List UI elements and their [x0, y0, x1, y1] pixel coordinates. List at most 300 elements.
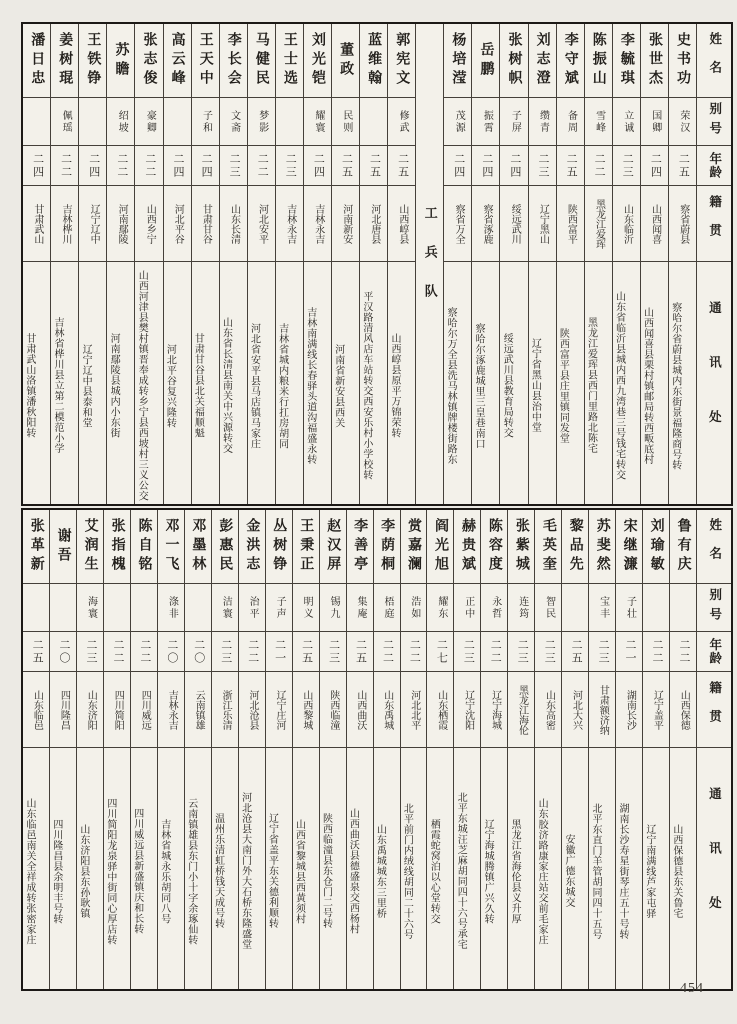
- person-column: [265, 510, 292, 989]
- person-name-cell-text: 陈容度: [486, 518, 502, 575]
- header-alias-cell-text: 别号: [707, 588, 722, 627]
- person-name-cell: [427, 510, 453, 584]
- person-alias-cell: [266, 584, 292, 632]
- person-age-cell-text: 二五: [340, 152, 353, 179]
- person-age-cell: [562, 632, 588, 672]
- person-origin-cell: [360, 186, 387, 262]
- person-alias-cell-text: 荣汉: [677, 109, 689, 134]
- person-column: [106, 24, 134, 504]
- person-name-cell: [239, 510, 265, 584]
- person-name-cell: [266, 510, 292, 584]
- person-alias-cell-text: 智民: [543, 595, 555, 620]
- person-age-cell-text: 二五: [396, 152, 409, 179]
- person-alias-cell-text: 子声: [274, 595, 286, 620]
- person-age-cell-text: 二五: [570, 638, 583, 665]
- person-alias-cell: [23, 584, 49, 632]
- person-address-cell: [158, 748, 184, 989]
- person-origin-cell-text: 甘肃甘谷: [200, 203, 212, 244]
- person-alias-cell-text: 子壮: [624, 595, 636, 620]
- person-name-cell: [508, 510, 534, 584]
- person-alias-cell: [347, 584, 373, 632]
- person-alias-cell: [220, 98, 247, 146]
- person-origin-cell-text: 山西乡宁: [144, 203, 156, 244]
- person-origin-cell-text: 山东禹城: [381, 689, 393, 730]
- section-label-text: 工兵队: [422, 205, 438, 323]
- person-origin-cell: [192, 186, 219, 262]
- header-alias-cell: [697, 98, 731, 146]
- person-name-cell-text: 谢吾: [55, 527, 71, 566]
- person-alias-cell: [164, 98, 191, 146]
- person-column: [238, 510, 265, 989]
- person-address-cell: [50, 748, 76, 989]
- person-age-cell-text: 二四: [480, 152, 493, 179]
- person-column: [49, 510, 76, 989]
- person-address-cell-text: 山东省长清县南关中兴源转交: [220, 317, 232, 454]
- person-origin-cell: [347, 672, 373, 748]
- person-column: [78, 24, 106, 504]
- person-alias-cell-text: 耀东: [435, 595, 447, 620]
- person-name-cell: [454, 510, 480, 584]
- person-column: [480, 510, 507, 989]
- person-alias-cell: [158, 584, 184, 632]
- person-age-cell: [158, 632, 184, 672]
- person-address-cell: [444, 262, 471, 504]
- person-alias-cell: [557, 98, 584, 146]
- person-address-cell: [104, 748, 130, 989]
- person-age-cell: [401, 632, 427, 672]
- person-address-cell: [562, 748, 588, 989]
- person-address-cell-text: 山西省黎城县西黄须村: [293, 818, 305, 924]
- person-address-cell-text: 辽宁辽中县泰和堂: [80, 343, 92, 428]
- person-name-cell-text: 丛树铮: [271, 518, 287, 575]
- person-origin-cell-text: 山西闻喜: [649, 203, 661, 244]
- person-alias-cell: [248, 98, 275, 146]
- person-address-cell: [669, 262, 696, 504]
- person-age-cell-text: 二二: [143, 152, 156, 179]
- person-origin-cell-text: 辽宁盖平: [651, 689, 663, 730]
- person-name-cell: [304, 24, 331, 98]
- person-name-cell-text: 毛英奎: [540, 518, 556, 575]
- person-alias-cell-text: 修武: [397, 109, 409, 134]
- person-name-cell-text: 陈自铭: [136, 518, 152, 575]
- person-origin-cell-text: 察省蔚县: [677, 203, 689, 244]
- person-alias-cell: [192, 98, 219, 146]
- person-address-cell-text: 吉林省城永乐胡同八号: [158, 818, 170, 924]
- person-address-cell-text: 平汉路清风店车站转交西安乐村小学校转: [360, 291, 372, 480]
- header-address-cell-text: 通讯处: [707, 301, 722, 465]
- person-column: [453, 510, 480, 989]
- person-age-cell: [320, 632, 346, 672]
- person-column: [157, 510, 184, 989]
- person-name-cell: [643, 510, 669, 584]
- person-address-cell-text: 黑龙江省海伦县义升厚: [509, 818, 521, 924]
- person-origin-cell-text: 吉林永吉: [166, 689, 178, 730]
- person-alias-cell-text: 绍坡: [116, 109, 128, 134]
- person-origin-cell: [266, 672, 292, 748]
- person-name-cell: [79, 24, 106, 98]
- person-origin-cell: [669, 186, 696, 262]
- person-alias-cell-text: 梦影: [256, 109, 268, 134]
- person-age-cell-text: 二五: [565, 152, 578, 179]
- person-name-cell-text: 邓一飞: [163, 518, 179, 575]
- person-column: [507, 510, 534, 989]
- person-name-cell: [158, 510, 184, 584]
- person-age-cell-text: 二二: [246, 638, 259, 665]
- person-origin-cell-text: 山东临沂: [621, 203, 633, 244]
- person-address-cell-text: 察哈尔涿鹿城里三皇巷南口: [473, 322, 485, 449]
- person-origin-cell: [388, 186, 415, 262]
- person-age-cell: [304, 146, 331, 186]
- person-column: [163, 24, 191, 504]
- person-alias-cell: [500, 98, 527, 146]
- person-name-cell: [444, 24, 471, 98]
- person-address-cell-text: 山西保德县东关鲁宅: [670, 823, 682, 919]
- person-origin-cell-text: 山东栖霞: [435, 689, 447, 730]
- person-name-cell-text: 张指槐: [109, 518, 125, 575]
- person-address-cell-text: 察哈尔万全县洗马林镇牌楼街路东: [445, 306, 457, 465]
- person-address-cell: [266, 748, 292, 989]
- person-address-cell-text: 山东禹城城东三里桥: [374, 823, 386, 919]
- person-alias-cell: [304, 98, 331, 146]
- person-column: [612, 24, 640, 504]
- person-alias-cell: [562, 584, 588, 632]
- person-age-cell: [50, 632, 76, 672]
- person-address-cell-text: 吉林省桦川县立第二模范小学: [52, 317, 63, 454]
- person-address-cell-text: 甘肃甘谷县北关福顺魁: [192, 333, 204, 438]
- person-alias-cell-text: 正中: [462, 595, 474, 620]
- header-address-cell: [697, 748, 731, 989]
- person-age-cell: [107, 146, 134, 186]
- scanned-directory-page: [21, 22, 733, 991]
- person-address-cell: [185, 748, 211, 989]
- person-alias-cell-text: 梧庭: [381, 595, 393, 620]
- person-origin-cell-text: 河北沧县: [247, 689, 259, 730]
- person-address-cell-text: 山东胶济路康家庄站交前毛家庄: [536, 797, 548, 945]
- person-name-cell: [135, 24, 162, 98]
- person-name-cell-text: 李守斌: [562, 32, 578, 89]
- person-age-cell: [79, 146, 106, 186]
- person-address-cell-text: 安徽广德东城交: [563, 834, 575, 908]
- person-address-cell: [427, 748, 453, 989]
- person-origin-cell-text: 河北大兴: [570, 689, 582, 730]
- person-address-cell: [454, 748, 480, 989]
- person-column: [528, 24, 556, 504]
- person-alias-cell: [332, 98, 359, 146]
- person-name-cell-text: 鲁有庆: [675, 518, 691, 575]
- person-alias-cell: [374, 584, 400, 632]
- person-age-cell: [643, 632, 669, 672]
- person-alias-cell: [670, 584, 696, 632]
- person-age-cell: [641, 146, 668, 186]
- person-alias-cell: [293, 584, 319, 632]
- person-origin-cell: [444, 186, 471, 262]
- person-age-cell-text: 二二: [677, 638, 690, 665]
- page-number: 454: [680, 981, 704, 996]
- person-address-cell-text: 察哈尔省蔚县城内东街景福隆商号转: [669, 301, 681, 470]
- person-age-cell: [508, 632, 534, 672]
- person-address-cell-text: 河南鄢陵县城内小东街: [108, 333, 120, 438]
- header-address-cell-text: 通讯处: [707, 786, 722, 951]
- person-origin-cell-text: 山东高密: [543, 689, 555, 730]
- person-column: [292, 510, 319, 989]
- person-origin-cell: [500, 186, 527, 262]
- person-origin-cell-text: 辽宁辽中: [88, 203, 100, 244]
- person-name-cell-text: 李长会: [225, 32, 241, 89]
- person-address-cell: [585, 262, 612, 504]
- person-name-cell: [500, 24, 527, 98]
- person-address-cell-text: 山西河津县樊村镇晋奉成转乡宁县西坡村三义公交: [136, 270, 148, 501]
- person-address-cell-text: 四川隆昌县余明丰号转: [50, 818, 62, 924]
- person-address-cell: [360, 262, 387, 504]
- person-alias-cell: [388, 98, 415, 146]
- person-name-cell: [529, 24, 556, 98]
- person-age-cell-text: 二二: [138, 638, 151, 665]
- person-address-cell: [589, 748, 615, 989]
- person-age-cell: [77, 632, 103, 672]
- person-origin-cell-text: 山西崞县: [396, 203, 408, 244]
- person-alias-cell: [589, 584, 615, 632]
- person-alias-cell-text: 治平: [247, 595, 259, 620]
- person-name-cell: [185, 510, 211, 584]
- person-column: [103, 510, 130, 989]
- person-address-cell: [239, 748, 265, 989]
- header-alias-cell: [697, 584, 731, 632]
- person-name-cell-text: 高云峰: [169, 32, 185, 89]
- person-address-cell: [212, 748, 238, 989]
- person-alias-cell: [131, 584, 157, 632]
- person-age-cell-text: 二四: [200, 152, 213, 179]
- person-name-cell: [481, 510, 507, 584]
- person-column: [668, 24, 696, 504]
- person-address-cell-text: 吉林省城内粮米行扛房胡同: [276, 322, 288, 449]
- person-origin-cell-text: 河北安平: [256, 203, 268, 244]
- person-address-cell: [293, 748, 319, 989]
- header-column: [696, 510, 731, 989]
- person-name-cell-text: 李善亭: [352, 518, 368, 575]
- person-origin-cell: [616, 672, 642, 748]
- person-origin-cell: [529, 186, 556, 262]
- person-column: [219, 24, 247, 504]
- person-origin-cell-text: 辽宁庄河: [273, 689, 285, 730]
- person-origin-cell-text: 甘肃武山: [31, 203, 43, 244]
- person-name-cell: [164, 24, 191, 98]
- person-alias-cell: [585, 98, 612, 146]
- person-alias-cell: [401, 584, 427, 632]
- person-address-cell-text: 辽宁海城腾镇广兴久转: [482, 818, 494, 924]
- person-address-cell-text: 四川威远县新盛镇庆和长转: [131, 808, 143, 934]
- person-address-cell: [77, 748, 103, 989]
- person-age-cell-text: 二二: [381, 638, 394, 665]
- person-alias-cell: [616, 584, 642, 632]
- person-address-cell-text: 北平东直门羊管胡同四十五号: [589, 802, 601, 940]
- person-age-cell-text: 二四: [31, 152, 44, 179]
- person-origin-cell-text: 四川隆昌: [58, 689, 70, 730]
- person-origin-cell-text: 辽宁沈阳: [462, 689, 474, 730]
- person-alias-cell: [454, 584, 480, 632]
- person-name-cell: [616, 510, 642, 584]
- person-origin-cell: [643, 672, 669, 748]
- person-address-cell: [616, 748, 642, 989]
- person-alias-cell: [276, 98, 303, 146]
- person-age-cell: [192, 146, 219, 186]
- person-name-cell-text: 彭惠民: [217, 518, 233, 575]
- person-origin-cell: [158, 672, 184, 748]
- person-origin-cell: [164, 186, 191, 262]
- person-age-cell-text: 二五: [354, 638, 367, 665]
- person-name-cell: [557, 24, 584, 98]
- person-column: [640, 24, 668, 504]
- person-column: [76, 510, 103, 989]
- person-name-cell-text: 刘志澄: [534, 32, 550, 89]
- person-address-cell-text: 山西曲沃县德盛泉交西杨村: [347, 808, 359, 934]
- person-address-cell: [374, 748, 400, 989]
- person-alias-cell-text: 子和: [200, 109, 212, 134]
- person-column: [130, 510, 157, 989]
- person-origin-cell: [454, 672, 480, 748]
- person-name-cell-text: 王士选: [281, 32, 297, 89]
- person-address-cell: [472, 262, 499, 504]
- person-origin-cell-text: 河北北平: [408, 689, 420, 730]
- person-name-cell-text: 张志俊: [141, 32, 157, 89]
- person-alias-cell: [427, 584, 453, 632]
- person-address-cell: [557, 262, 584, 504]
- person-origin-cell: [427, 672, 453, 748]
- person-age-cell-text: 二五: [300, 638, 313, 665]
- person-origin-cell: [641, 186, 668, 262]
- person-origin-cell: [293, 672, 319, 748]
- person-address-cell-text: 北平东城汪芝麻胡同四十六号承宅: [455, 792, 467, 950]
- person-name-cell: [77, 510, 103, 584]
- person-origin-cell: [613, 186, 640, 262]
- person-age-cell-text: 二五: [368, 152, 381, 179]
- person-age-cell-text: 二一: [624, 638, 637, 665]
- person-address-cell: [641, 262, 668, 504]
- person-age-cell: [529, 146, 556, 186]
- person-column: [134, 24, 162, 504]
- person-origin-cell-text: 吉林永吉: [312, 203, 324, 244]
- person-name-cell: [641, 24, 668, 98]
- person-age-cell-text: 二〇: [58, 638, 71, 665]
- person-age-cell-text: 二三: [327, 638, 340, 665]
- person-alias-cell-text: 浩如: [408, 595, 420, 620]
- person-age-cell: [293, 632, 319, 672]
- person-address-cell: [535, 748, 561, 989]
- person-origin-cell-text: 山西曲沃: [354, 689, 366, 730]
- person-address-cell-text: 山东省临沂县城内西九湾巷三号钱宅转交: [613, 291, 625, 480]
- person-origin-cell: [670, 672, 696, 748]
- person-alias-cell-text: 豪卿: [144, 109, 156, 134]
- person-age-cell-text: 二三: [84, 638, 97, 665]
- person-column: [426, 510, 453, 989]
- person-age-cell-text: 二三: [543, 638, 556, 665]
- person-alias-cell-text: 立诚: [621, 109, 633, 134]
- person-name-cell: [669, 24, 696, 98]
- person-alias-cell-text: 备周: [565, 109, 577, 134]
- person-name-cell-text: 王秉正: [298, 518, 314, 575]
- person-address-cell-text: 辽宁南满线芦家屯驿: [643, 823, 655, 919]
- person-name-cell-text: 史书功: [675, 32, 691, 89]
- person-name-cell: [332, 24, 359, 98]
- person-age-cell-text: 二四: [171, 152, 184, 179]
- person-alias-cell: [107, 98, 134, 146]
- person-age-cell-text: 二四: [87, 152, 100, 179]
- person-origin-cell: [276, 186, 303, 262]
- person-name-cell-text: 张世杰: [646, 32, 662, 89]
- person-name-cell-text: 王铁铮: [85, 32, 101, 89]
- person-alias-cell: [239, 584, 265, 632]
- person-alias-cell: [481, 584, 507, 632]
- person-age-cell-text: 二三: [284, 152, 297, 179]
- person-age-cell: [427, 632, 453, 672]
- person-name-cell-text: 王天中: [197, 32, 213, 89]
- person-name-cell: [562, 510, 588, 584]
- person-name-cell-text: 苏瞻: [113, 41, 129, 80]
- person-column: [50, 24, 78, 504]
- person-name-cell-text: 张树帜: [506, 32, 522, 89]
- person-name-cell: [589, 510, 615, 584]
- person-alias-cell-text: 涤非: [166, 595, 178, 620]
- person-age-cell-text: 二二: [593, 152, 606, 179]
- person-origin-cell: [401, 672, 427, 748]
- person-origin-cell: [585, 186, 612, 262]
- person-age-cell: [444, 146, 471, 186]
- person-alias-cell: [23, 98, 50, 146]
- header-age-cell: [697, 146, 731, 186]
- person-column: [319, 510, 346, 989]
- person-alias-cell: [212, 584, 238, 632]
- person-address-cell: [481, 748, 507, 989]
- person-name-cell: [23, 24, 50, 98]
- person-address-cell-text: 山西崞县原平万锦荣转: [388, 333, 400, 438]
- person-name-cell: [585, 24, 612, 98]
- person-address-cell-text: 甘肃武山洛镇潘秋阳转: [23, 333, 35, 438]
- person-alias-cell: [508, 584, 534, 632]
- person-origin-cell-text: 吉林永吉: [284, 203, 296, 244]
- person-age-cell-text: 二七: [435, 638, 448, 665]
- person-alias-cell: [613, 98, 640, 146]
- person-age-cell-text: 二二: [59, 152, 72, 179]
- person-age-cell-text: 二五: [31, 638, 44, 665]
- person-column: [471, 24, 499, 504]
- person-column: [23, 510, 49, 989]
- person-column: [331, 24, 359, 504]
- person-age-cell-text: 二〇: [192, 638, 205, 665]
- person-age-cell-text: 二二: [408, 638, 421, 665]
- person-alias-cell: [104, 584, 130, 632]
- person-name-cell: [107, 24, 134, 98]
- person-name-cell-text: 张紫城: [513, 518, 529, 575]
- person-address-cell-text: 河北省安平县马店镇马家庄: [248, 322, 260, 449]
- person-name-cell: [388, 24, 415, 98]
- person-age-cell-text: 二三: [219, 638, 232, 665]
- person-name-cell-text: 艾润生: [82, 518, 98, 575]
- person-name-cell: [51, 24, 78, 98]
- person-age-cell: [266, 632, 292, 672]
- person-alias-cell-text: 子屏: [509, 109, 521, 134]
- person-age-cell: [388, 146, 415, 186]
- header-age-cell: [697, 632, 731, 672]
- person-origin-cell-text: 山西保德: [678, 689, 690, 730]
- person-address-cell: [388, 262, 415, 504]
- person-address-cell-text: 北平前门内绒线胡同二十六号: [401, 802, 413, 940]
- person-origin-cell-text: 河南新安: [340, 203, 352, 244]
- header-age-cell-text: 年龄: [707, 152, 722, 179]
- person-age-cell-text: 二一: [273, 638, 286, 665]
- roster-table-bottom: [21, 508, 733, 991]
- person-origin-cell: [472, 186, 499, 262]
- person-origin-cell-text: 察省涿鹿: [481, 203, 493, 244]
- person-name-cell: [276, 24, 303, 98]
